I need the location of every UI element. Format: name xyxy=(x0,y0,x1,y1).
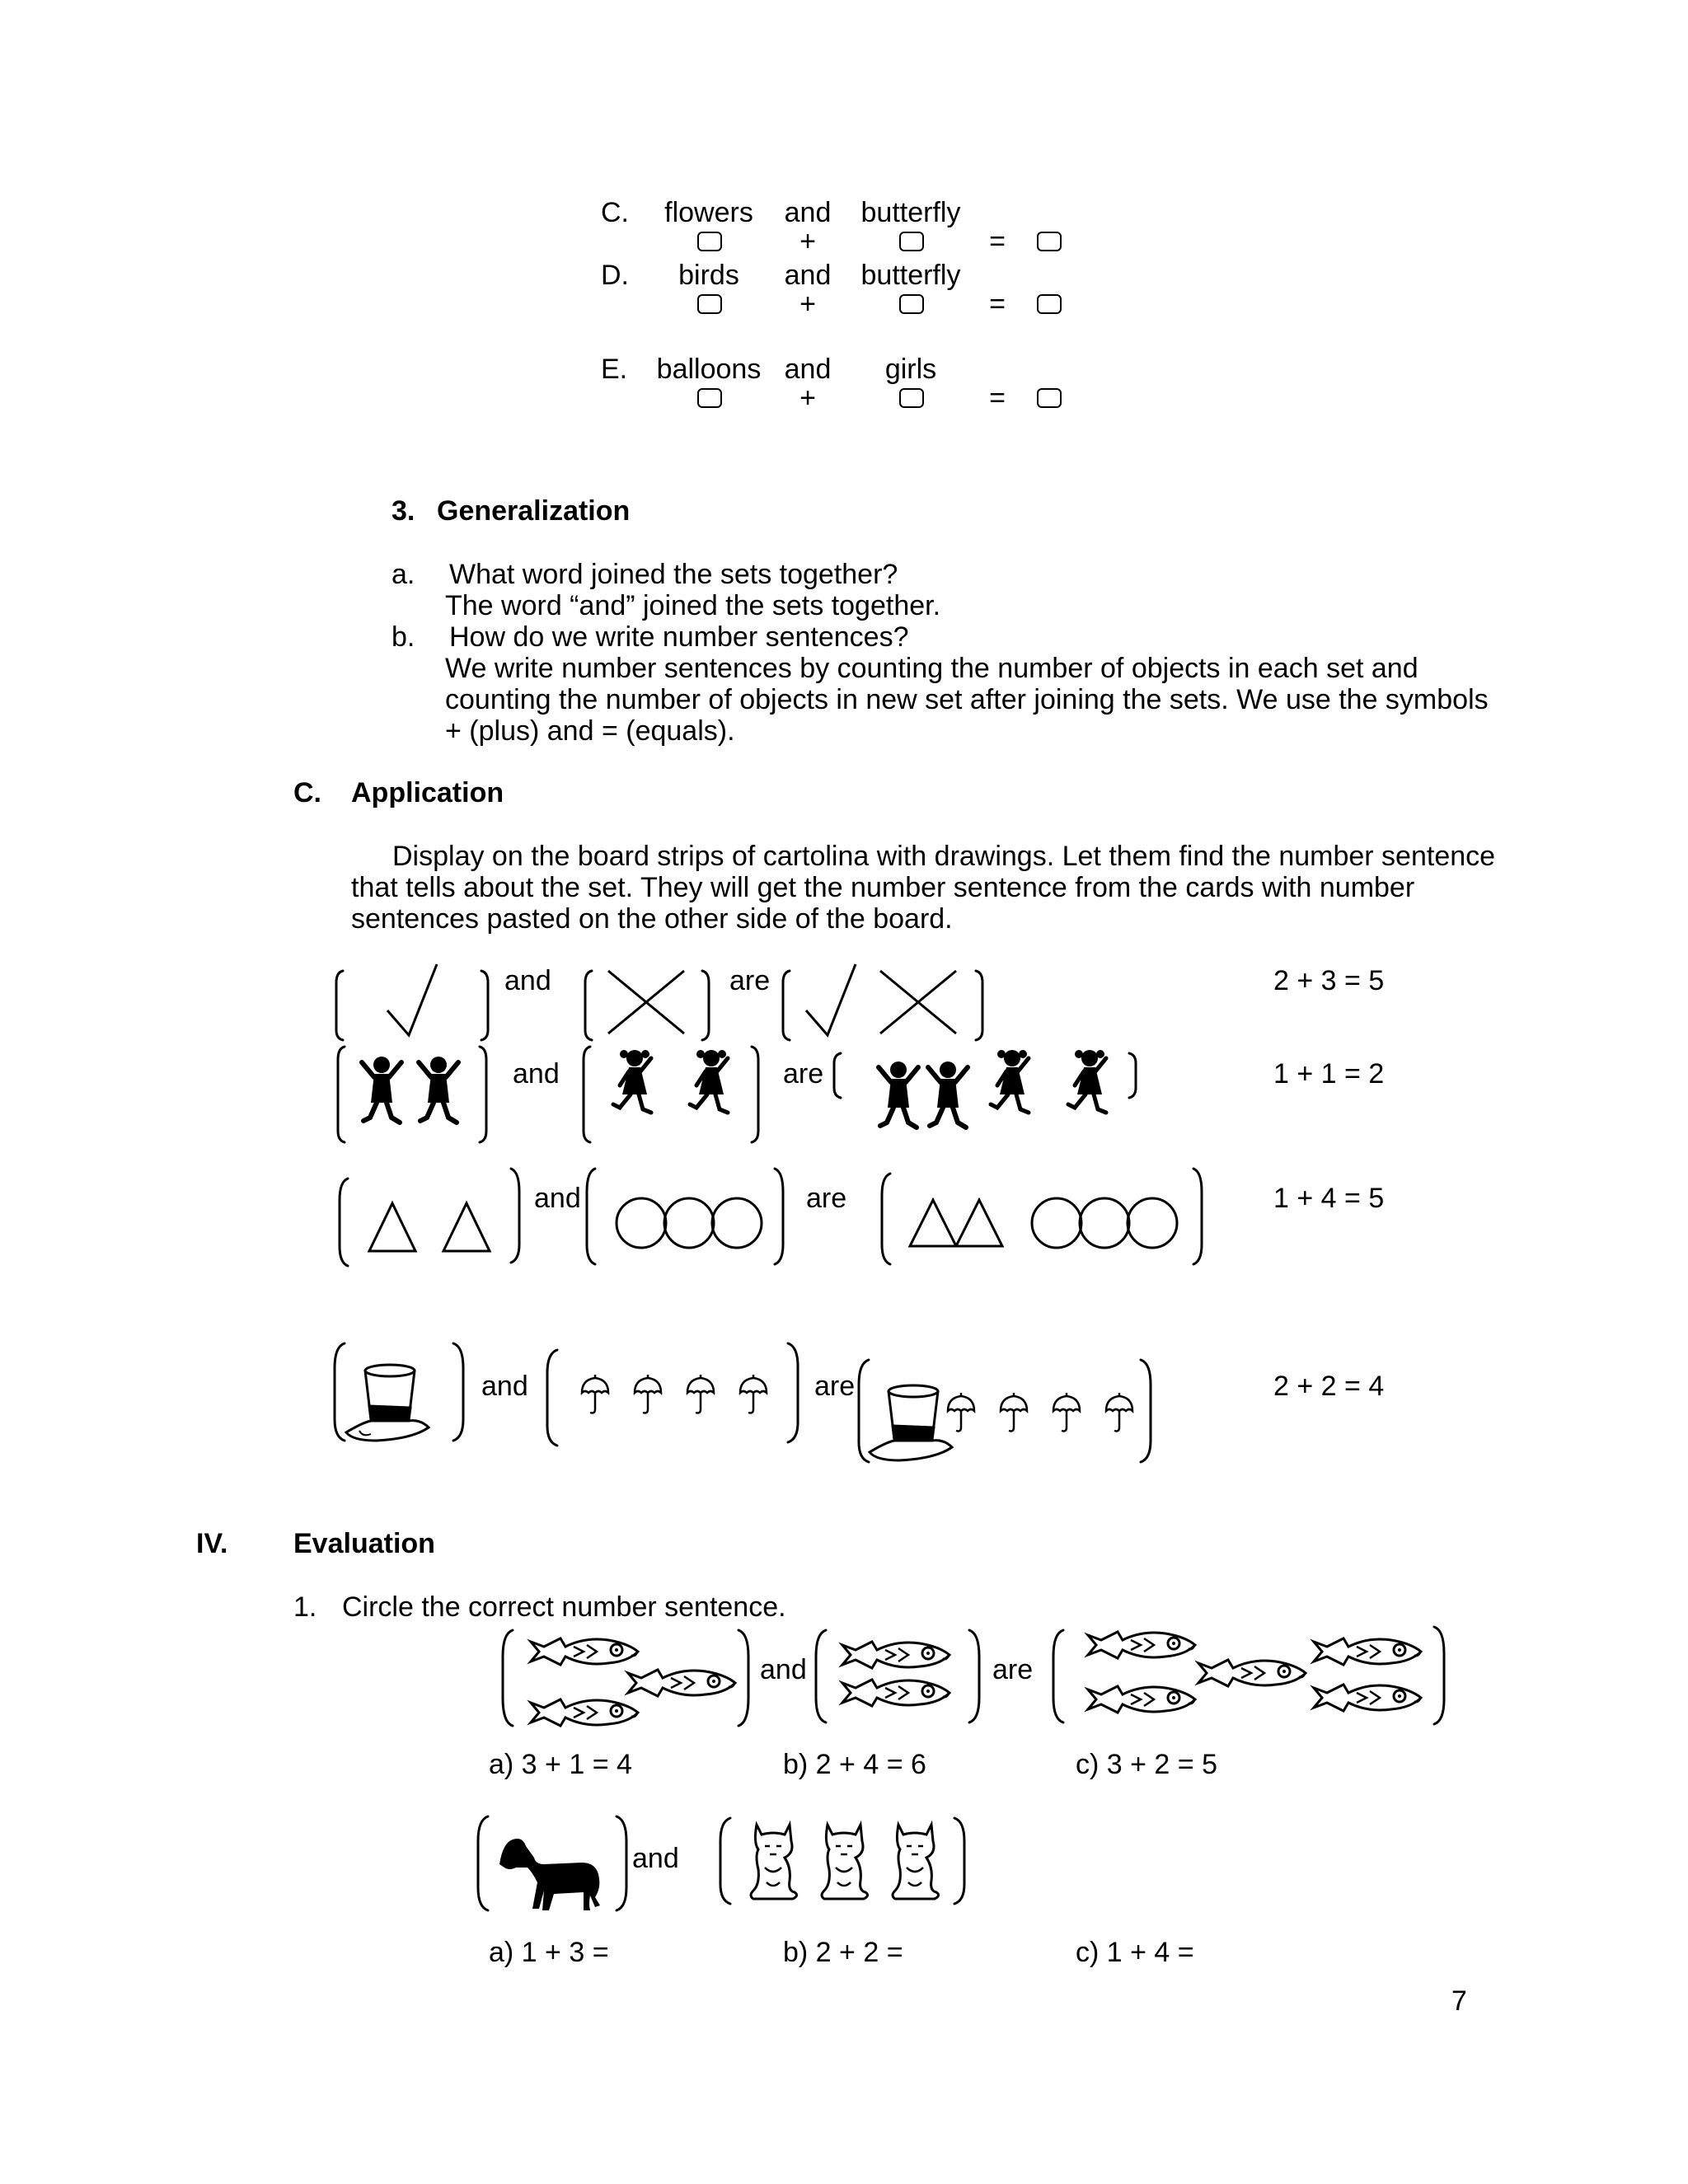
instruction: Circle the correct number sentence. xyxy=(342,1591,786,1623)
child-silhouette-icon xyxy=(419,1057,458,1122)
item-b-answer-line: counting the number of objects in new set after joining the sets. We use the symbols xyxy=(445,684,1489,715)
row-c-term-b: butterfly xyxy=(860,197,961,228)
umbrella-icon xyxy=(948,1393,974,1432)
circle-icon xyxy=(712,1198,762,1248)
evaluation-heading: Evaluation xyxy=(293,1528,435,1559)
circle-icon xyxy=(664,1198,714,1248)
check-icon xyxy=(387,964,437,1035)
choice-b[interactable]: b) 2 + 4 = 6 xyxy=(783,1749,926,1780)
choice-b[interactable]: b) 2 + 2 = xyxy=(783,1937,903,1968)
cross-icon xyxy=(608,971,684,1033)
choice-a[interactable]: a) 3 + 1 = 4 xyxy=(489,1749,632,1780)
item-number: 1. xyxy=(293,1591,317,1623)
are-label: are xyxy=(992,1654,1034,1685)
fish-icon xyxy=(1088,1686,1195,1713)
application-paragraph-line: Display on the board strips of cartolina with drawings. Let them find the number sentence xyxy=(392,841,1496,872)
fish-icon xyxy=(1314,1685,1421,1711)
item-b-label: b. xyxy=(392,621,415,653)
page-number: 7 xyxy=(1451,1985,1467,2017)
item-b-answer-line: We write number sentences by counting the number of objects in each set and xyxy=(445,653,1418,684)
dog-icon xyxy=(499,1839,600,1910)
item-a-question: What word joined the sets together? xyxy=(449,559,898,590)
circle-icon xyxy=(1080,1198,1129,1248)
number-sentence-card: 1 + 4 = 5 xyxy=(1273,1183,1385,1214)
plus-sign: + xyxy=(799,382,816,414)
application-paragraph-line: that tells about the set. They will get the number sentence from the cards with number xyxy=(351,872,1415,903)
child-silhouette-icon xyxy=(690,1050,728,1113)
row-d-letter: D. xyxy=(601,260,629,291)
child-silhouette-icon xyxy=(1068,1050,1106,1113)
cat-icon xyxy=(822,1825,868,1899)
choice-a[interactable]: a) 1 + 3 = xyxy=(489,1937,609,1968)
and-label: and xyxy=(513,1058,560,1090)
fish-icon xyxy=(531,1638,638,1665)
cat-icon xyxy=(893,1825,939,1899)
row-e-term-a: balloons xyxy=(656,354,762,385)
equals-sign: = xyxy=(989,382,1006,414)
child-silhouette-icon xyxy=(879,1062,918,1127)
cat-icon xyxy=(751,1825,797,1899)
are-label: are xyxy=(806,1183,847,1214)
choice-c[interactable]: c) 3 + 2 = 5 xyxy=(1076,1749,1217,1780)
are-label: are xyxy=(729,965,771,996)
umbrella-icon xyxy=(1001,1393,1027,1432)
hat-icon xyxy=(870,1385,952,1460)
application-label: C. xyxy=(293,777,321,808)
row-c-term-a: flowers xyxy=(664,197,753,228)
application-heading: Application xyxy=(351,777,504,808)
item-b-answer-line: + (plus) and = (equals). xyxy=(445,715,735,747)
row-c-letter: C. xyxy=(601,197,629,228)
item-a-label: a. xyxy=(392,559,415,590)
cross-icon xyxy=(880,971,956,1033)
fish-icon xyxy=(1198,1660,1306,1686)
generalization-number: 3. xyxy=(392,495,415,527)
fish-icon xyxy=(842,1642,950,1668)
fish-icon xyxy=(842,1680,950,1706)
plus-sign: + xyxy=(799,226,816,257)
umbrella-icon xyxy=(1053,1393,1080,1432)
row-d-term-b: butterfly xyxy=(860,260,961,291)
plus-sign: + xyxy=(799,288,816,320)
and-label: and xyxy=(632,1843,679,1874)
and-label: and xyxy=(760,1654,807,1685)
item-a-answer: The word “and” joined the sets together. xyxy=(445,590,941,621)
fish-icon xyxy=(1314,1638,1421,1665)
and-label: and xyxy=(481,1371,528,1402)
number-sentence-card: 1 + 1 = 2 xyxy=(1273,1058,1385,1090)
row-e-and: and xyxy=(784,354,832,385)
application-paragraph-line: sentences pasted on the other side of the board. xyxy=(351,903,953,935)
equals-sign: = xyxy=(989,226,1006,257)
triangle-icon xyxy=(369,1203,415,1251)
and-label: and xyxy=(534,1183,581,1214)
umbrella-icon xyxy=(687,1375,714,1413)
number-sentence-card: 2 + 3 = 5 xyxy=(1273,965,1385,996)
umbrella-icon xyxy=(1106,1393,1132,1432)
generalization-heading: Generalization xyxy=(437,495,631,527)
child-silhouette-icon xyxy=(991,1050,1029,1113)
equals-sign: = xyxy=(989,288,1006,320)
fish-icon xyxy=(628,1670,735,1696)
child-silhouette-icon xyxy=(362,1057,401,1122)
are-label: are xyxy=(814,1371,856,1402)
row-d-term-a: birds xyxy=(678,260,739,291)
fish-icon xyxy=(1088,1632,1195,1658)
and-label: and xyxy=(504,965,551,996)
check-icon xyxy=(806,964,856,1035)
number-sentence-card: 2 + 2 = 4 xyxy=(1273,1371,1385,1402)
section-numeral: IV. xyxy=(196,1528,228,1559)
item-b-question: How do we write number sentences? xyxy=(449,621,909,653)
umbrella-icon xyxy=(582,1375,608,1413)
row-e-letter: E. xyxy=(601,354,628,385)
hat-icon xyxy=(346,1365,429,1441)
row-e-term-b: girls xyxy=(884,354,937,385)
fish-icon xyxy=(531,1699,638,1726)
choice-c[interactable]: c) 1 + 4 = xyxy=(1076,1937,1194,1968)
circle-icon xyxy=(617,1198,666,1248)
triangle-icon xyxy=(910,1200,956,1246)
umbrella-icon xyxy=(740,1375,767,1413)
row-c-and: and xyxy=(784,197,832,228)
circle-icon xyxy=(1128,1198,1177,1248)
triangle-icon xyxy=(443,1203,490,1251)
circle-icon xyxy=(1032,1198,1081,1248)
child-silhouette-icon xyxy=(928,1062,968,1127)
child-silhouette-icon xyxy=(613,1050,651,1113)
row-d-and: and xyxy=(784,260,832,291)
triangle-icon xyxy=(956,1200,1002,1246)
are-label: are xyxy=(783,1058,824,1090)
umbrella-icon xyxy=(635,1375,661,1413)
